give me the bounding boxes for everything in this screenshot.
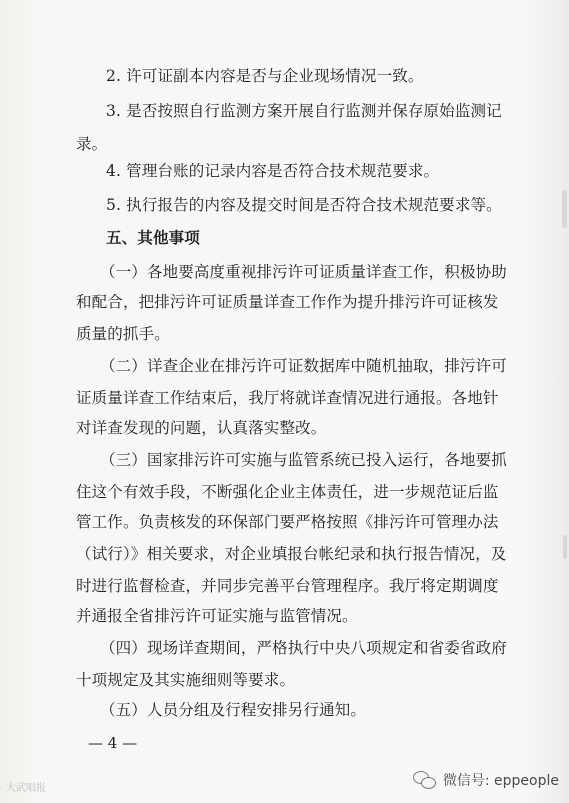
paragraph-1-line-2: 和配合，把排污许可证质量详查工作作为提升排污许可证核发 [76, 293, 499, 311]
list-item-5: 5. 执行报告的内容及提交时间是否符合技术规范要求等。 [106, 196, 502, 214]
paragraph-1-line-3: 质量的抓手。 [76, 325, 170, 343]
paragraph-2-line-1: （二）详查企业在排污许可证数据库中随机抽取，排污许可 [100, 357, 507, 375]
paragraph-4-line-2: 十项规定及其实施细则等要求。 [76, 671, 296, 689]
paragraph-4-line-1: （四）现场详查期间，严格执行中央八项规定和省委省政府 [100, 639, 507, 657]
paragraph-3-line-6: 并通报全省排污许可证实施与监管情况。 [76, 607, 358, 625]
list-item-3-continued: 录。 [76, 135, 108, 153]
scan-artifact [563, 535, 567, 559]
paragraph-1-line-1: （一）各地要高度重视排污许可证质量详查工作，积极协助 [100, 263, 507, 281]
scan-artifact [562, 190, 567, 228]
paragraph-2-line-2: 证质量详查工作结束后，我厅将就详查情况进行通报。各地针 [76, 389, 499, 407]
list-item-2: 2. 许可证副本内容是否与企业现场情况一致。 [106, 67, 424, 85]
paragraph-3-line-1: （三）国家排污许可实施与监管系统已投入运行，各地要抓 [100, 451, 507, 469]
list-item-4: 4. 管理台账的记录内容是否符合技术规范要求。 [106, 162, 440, 180]
paragraph-3-line-5: 时进行监督检查，并同步完善平台管理程序。我厅将定期调度 [76, 577, 499, 595]
paragraph-5-line-1: （五）人员分组及行程安排另行通知。 [100, 701, 367, 719]
watermark-text: 微信号: eppeople [442, 773, 559, 789]
wechat-icon [413, 770, 437, 790]
section-heading: 五、其他事项 [106, 229, 200, 247]
paragraph-3-line-2: 住这个有效手段，不断强化企业主体责任，进一步规范证后监 [76, 483, 499, 501]
corner-logo: 大武唱报 [6, 783, 46, 794]
paragraph-3-line-3: 管工作。负责核发的环保部门要严格按照《排污许可管理办法 [76, 513, 499, 531]
page-number: — 4 — [88, 734, 138, 752]
paragraph-2-line-3: 对详查发现的问题，认真落实整改。 [76, 419, 327, 437]
wechat-watermark [413, 770, 559, 790]
paragraph-3-line-4: （试行）》相关要求，对企业填报台帐纪录和执行报告情况，及 [76, 545, 507, 563]
list-item-3: 3. 是否按照自行监测方案开展自行监测并保存原始监测记 [106, 102, 502, 120]
